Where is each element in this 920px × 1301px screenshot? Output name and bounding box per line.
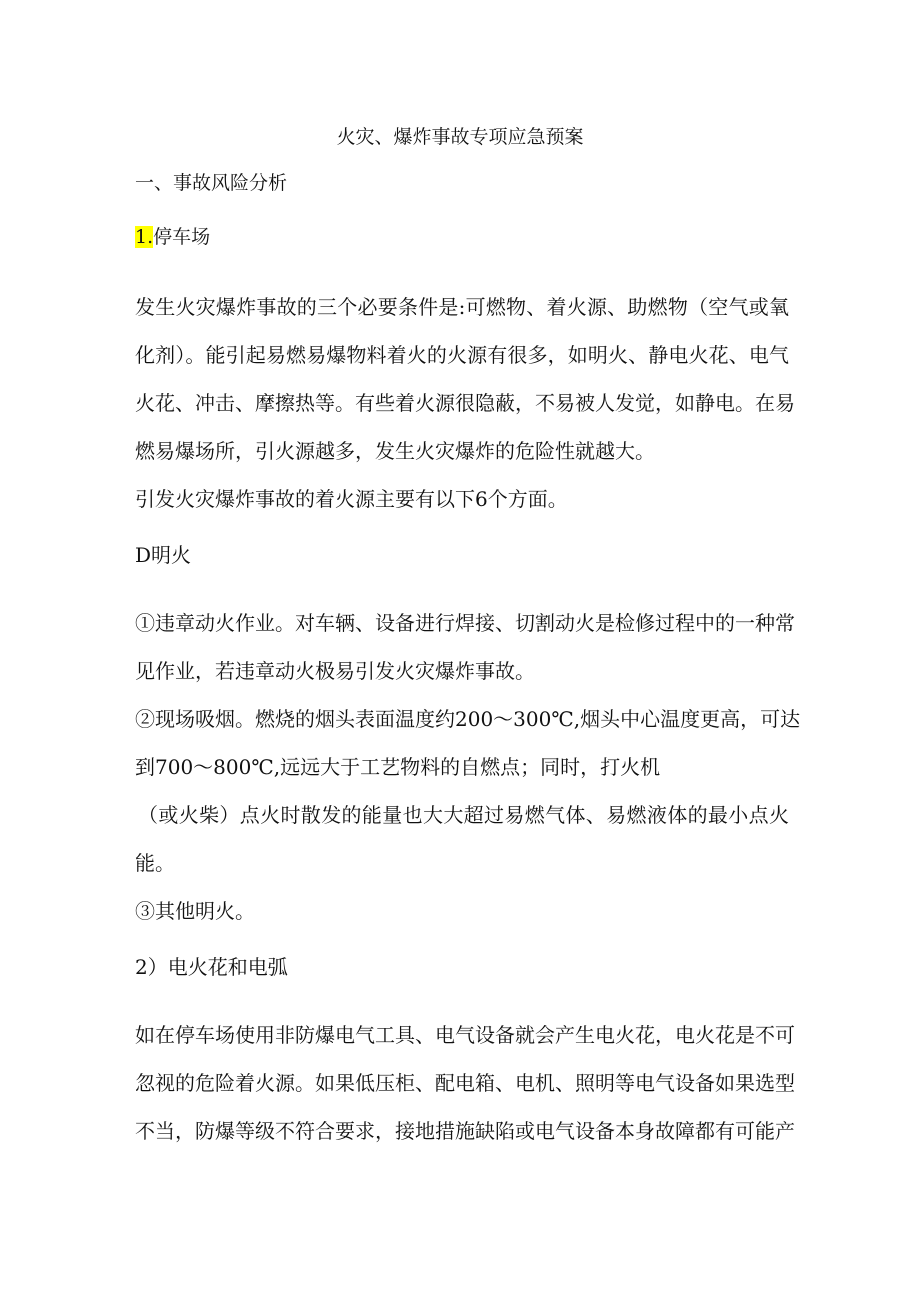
paragraph-line: ③其他明火。 bbox=[135, 899, 255, 923]
paragraph-line: 引发火灾爆炸事故的着火源主要有以下6个方面。 bbox=[135, 487, 568, 511]
paragraph-line: （或火柴）点火时散发的能量也大大超过易燃气体、易燃液体的最小点火 bbox=[138, 803, 789, 827]
paragraph-line: 能。 bbox=[135, 851, 175, 875]
paragraph-line: 化剂）。能引起易燃易爆物料着火的火源有很多，如明火、静电火花、电气 bbox=[135, 343, 789, 367]
paragraph-line: 燃易爆场所，引火源越多，发生火灾爆炸的危险性就越大。 bbox=[135, 439, 655, 463]
paragraph-line: ①违章动火作业。对车辆、设备进行焊接、切割动火是检修过程中的一种常 bbox=[135, 611, 795, 635]
document-title: 火灾、爆炸事故专项应急预案 bbox=[336, 126, 584, 148]
subsection-label: 停车场 bbox=[153, 226, 211, 248]
paragraph-line: 火花、冲击、摩擦热等。有些着火源很隐蔽，不易被人发觉，如静电。在易 bbox=[135, 391, 795, 415]
item-heading-electric-spark: 2）电火花和电弧 bbox=[135, 955, 288, 979]
paragraph-line: 不当，防爆等级不符合要求，接地措施缺陷或电气设备本身故障都有可能产 bbox=[135, 1119, 795, 1143]
item-heading-open-flame: D明火 bbox=[135, 543, 192, 567]
paragraph-line: 到700～800℃,远远大于工艺物料的自燃点；同时，打火机 bbox=[135, 755, 661, 779]
subsection-heading-parking bbox=[135, 228, 210, 247]
paragraph-line: 发生火灾爆炸事故的三个必要条件是:可燃物、着火源、助燃物（空气或氧 bbox=[135, 295, 789, 319]
paragraph-line: 忽视的危险着火源。如果低压柜、配电箱、电机、照明等电气设备如果选型 bbox=[135, 1071, 795, 1095]
paragraph-line: 见作业，若违章动火极易引发火灾爆炸事故。 bbox=[135, 659, 535, 683]
highlighted-number: 1. bbox=[135, 226, 154, 248]
paragraph-line: ②现场吸烟。燃烧的烟头表面温度约200～300℃,烟头中心温度更高，可达 bbox=[135, 707, 801, 731]
paragraph-line: 如在停车场使用非防爆电气工具、电气设备就会产生电火花，电火花是不可 bbox=[135, 1023, 795, 1047]
section-heading-risk-analysis: 一、事故风险分析 bbox=[135, 172, 288, 194]
